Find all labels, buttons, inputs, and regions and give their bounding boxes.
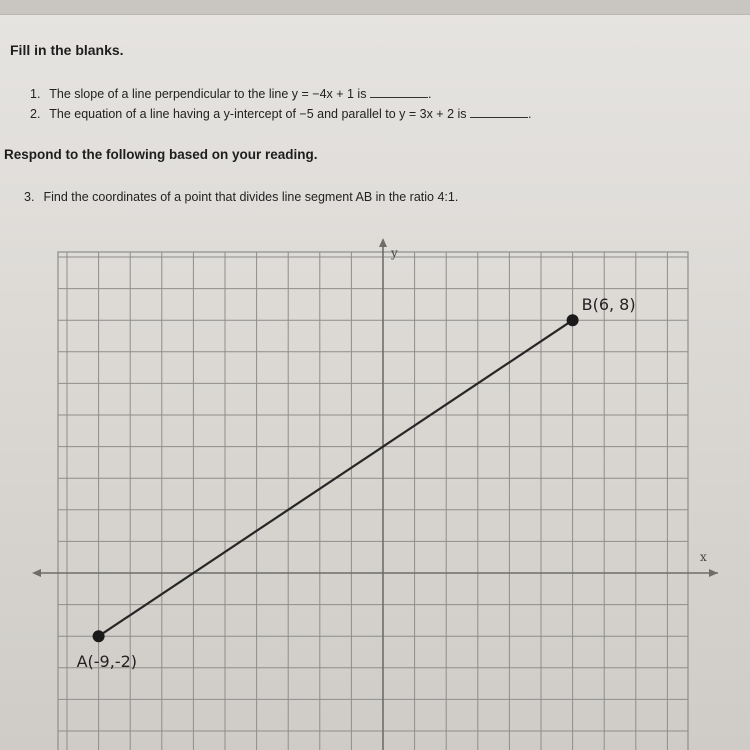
question-3-text: Find the coordinates of a point that divides line segment AB in the ratio 4:1. (43, 190, 459, 204)
question-1-number: 1. (30, 87, 41, 101)
section-1-title: Fill in the blanks. (10, 42, 124, 58)
question-1-text: The slope of a line perpendicular to the line y = −4x + 1 is (49, 87, 367, 101)
question-1-end: . (427, 87, 432, 101)
question-3-number: 3. (24, 190, 35, 204)
question-2-end: . (528, 107, 532, 121)
point-b-dot (567, 314, 579, 326)
grid-lines (58, 252, 688, 750)
x-axis-arrow-left (32, 569, 41, 577)
y-axis-label: y (391, 246, 398, 260)
question-2-number: 2. (30, 107, 41, 121)
question-2-text: The equation of a line having a y-intercept of −5 and parallel to y = 3x + 2 is (49, 107, 467, 121)
y-axis-arrow-up (379, 238, 387, 247)
section-2-title: Respond to the following based on your reading. (4, 147, 318, 162)
x-axis-arrow-right (709, 569, 718, 577)
point-a-label: A(-9,-2) (76, 652, 138, 672)
x-axis-label: x (700, 550, 707, 564)
point-a-dot (93, 630, 105, 642)
grid-border (58, 252, 688, 750)
axes (32, 238, 718, 750)
point-b-label: B(6, 8) (581, 295, 636, 315)
